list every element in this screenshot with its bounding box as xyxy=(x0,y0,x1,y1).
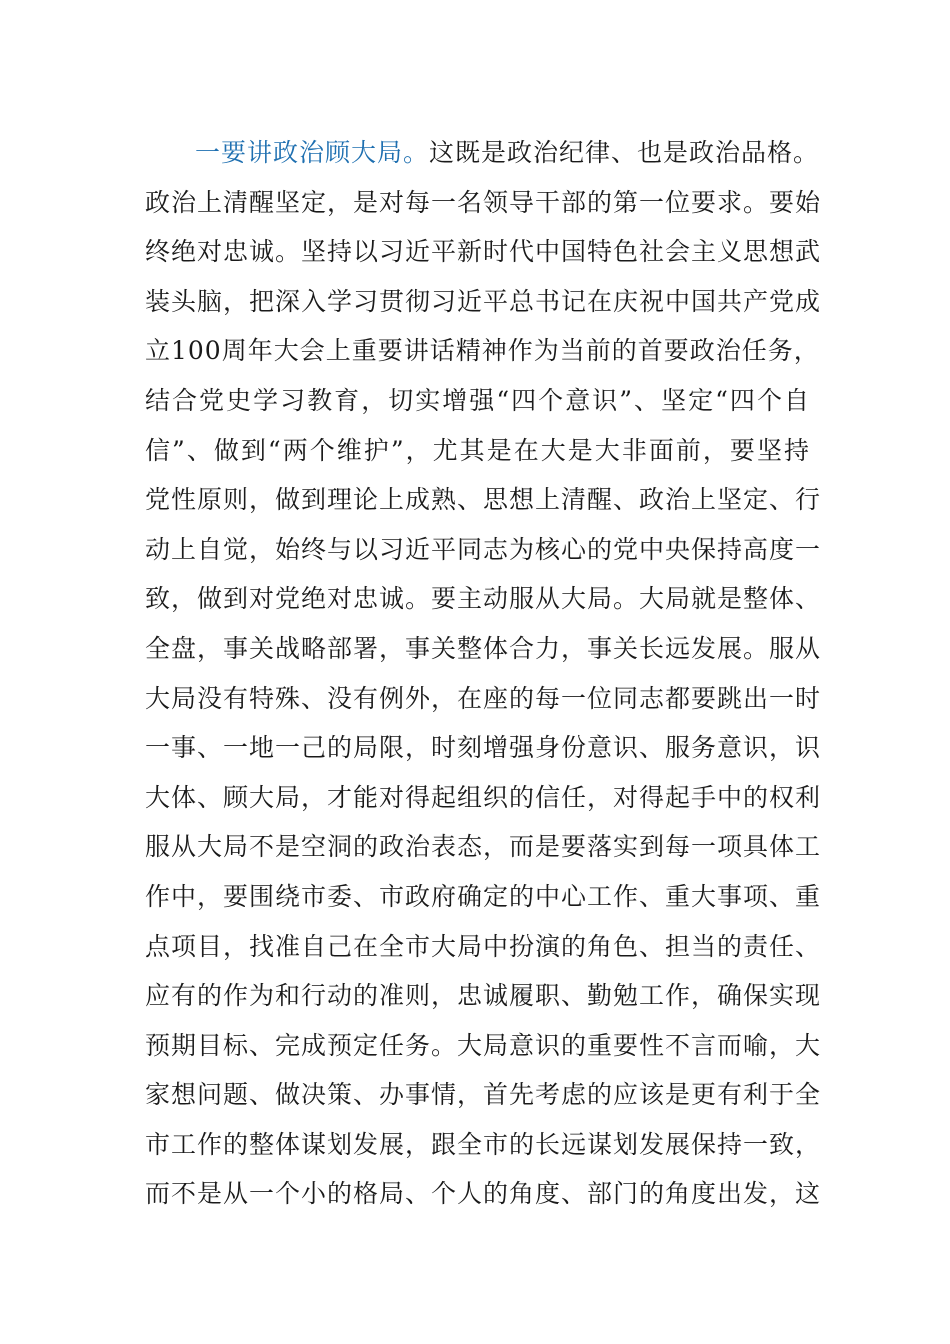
text-line: 而不是从一个小的格局、个人的角度、部门的角度出发，这 xyxy=(145,1179,822,1209)
text-line: 一事、一地一己的局限，时刻增强身份意识、服务意识，识 xyxy=(145,733,822,763)
text-line: 动上自觉，始终与以习近平同志为核心的党中央保持高度一 xyxy=(145,534,822,564)
text-line: 全盘，事关战略部署，事关整体合力，事关长远发展。服从 xyxy=(145,633,822,663)
text-line: 结合党史学习教育，切实增强“四个意识”、坚定“四个自 xyxy=(145,385,810,415)
text-line: 作中，要围绕市委、市政府确定的中心工作、重大事项、重 xyxy=(145,881,822,911)
text-line: 装头脑，把深入学习贯彻习近平总书记在庆祝中国共产党成 xyxy=(145,286,822,316)
text-line: 信”、做到“两个维护”，尤其是在大是大非面前，要坚持 xyxy=(145,435,810,465)
text-line: 点项目，找准自己在全市大局中扮演的角色、担当的责任、 xyxy=(145,931,822,961)
text-line: 市工作的整体谋划发展，跟全市的长远谋划发展保持一致， xyxy=(145,1129,822,1159)
text-line: 大体、顾大局，才能对得起组织的信任，对得起手中的权利 xyxy=(145,782,822,812)
text-line: 致，做到对党绝对忠诚。要主动服从大局。大局就是整体、 xyxy=(145,584,822,614)
first-line-text: 这既是政治纪律、也是政治品格。 xyxy=(429,138,820,167)
body-paragraph xyxy=(145,128,822,1219)
text-line: 立100周年大会上重要讲话精神作为当前的首要政治任务， xyxy=(145,336,820,366)
text-line: 服从大局不是空洞的政治表态，而是要落实到每一项具体工 xyxy=(145,832,822,862)
text-line: 党性原则，做到理论上成熟、思想上清醒、政治上坚定、行 xyxy=(145,485,822,515)
text-line: 预期目标、完成预定任务。大局意识的重要性不言而喻，大 xyxy=(145,1030,822,1060)
text-line: 家想问题、做决策、办事情，首先考虑的应该是更有利于全 xyxy=(145,1080,822,1110)
section-heading-phrase: 一要讲政治顾大局。 xyxy=(195,138,430,167)
text-line: 大局没有特殊、没有例外，在座的每一位同志都要跳出一时 xyxy=(145,683,822,713)
text-line: 政治上清醒坚定，是对每一名领导干部的第一位要求。要始 xyxy=(145,187,822,217)
text-line: 应有的作为和行动的准则，忠诚履职、勤勉工作，确保实现 xyxy=(145,981,822,1011)
text-line: 终绝对忠诚。坚持以习近平新时代中国特色社会主义思想武 xyxy=(145,237,822,267)
paragraph-first-line xyxy=(145,128,820,178)
